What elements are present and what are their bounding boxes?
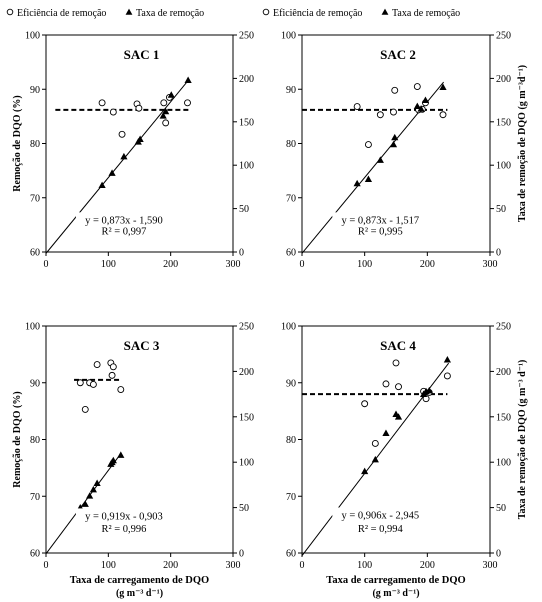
y-left-tick-label: 60 (30, 548, 40, 560)
y-left-tick-label: 80 (30, 139, 40, 150)
y-left-tick-label: 100 (281, 30, 296, 42)
y-right-tick-label: 150 (239, 412, 254, 424)
y-right-tick-label: 250 (239, 321, 254, 333)
efficiency-point (110, 364, 116, 370)
chart-title: SAC 3 (123, 338, 160, 353)
removal-rate-point (185, 77, 192, 83)
efficiency-point (94, 362, 100, 368)
removal-rate-point (117, 451, 124, 457)
efficiency-point (110, 109, 116, 115)
r-squared: R² = 0,996 (101, 524, 147, 536)
removal-rate-point (86, 492, 93, 498)
y-left-tick-label: 80 (286, 139, 296, 150)
x-tick-label: 100 (357, 560, 373, 571)
legend-rate-marker (382, 9, 389, 15)
x-axis-label: Taxa de carregamento de DQO (326, 575, 466, 586)
x-tick-label: 300 (225, 560, 241, 571)
y-left-tick-label: 80 (30, 435, 40, 446)
removal-rate-point (444, 356, 451, 362)
efficiency-point (163, 120, 169, 126)
r-squared: R² = 0,997 (101, 226, 147, 238)
efficiency-point (82, 406, 88, 412)
y-left-tick-label: 80 (286, 435, 296, 446)
efficiency-point (393, 360, 399, 366)
y-right-tick-label: 100 (496, 160, 511, 172)
efficiency-point (119, 131, 125, 137)
y-left-tick-label: 60 (286, 247, 296, 259)
efficiency-point (392, 87, 398, 93)
trend-equation: y = 0,906x - 2,945 (341, 510, 420, 522)
y-right-tick-label: 100 (239, 457, 254, 469)
y-left-tick-label: 70 (30, 193, 40, 205)
efficiency-point (362, 401, 368, 407)
y-left-tick-label: 90 (30, 84, 40, 96)
y-right-tick-label: 200 (239, 366, 254, 378)
legend-entry: Taxa de remoção (136, 8, 205, 19)
x-tick-label: 200 (419, 560, 435, 571)
x-tick-label: 200 (419, 259, 435, 270)
y-left-axis-label: Remoção de DQO (%) (12, 391, 23, 488)
x-tick-label: 0 (43, 259, 49, 270)
y-right-tick-label: 150 (239, 117, 254, 129)
removal-rate-point (422, 97, 429, 103)
efficiency-point (354, 104, 360, 110)
legend-entry: Eficiência de remoção (273, 8, 363, 19)
chart-panel-2 (263, 8, 528, 270)
x-tick-label: 100 (357, 259, 373, 270)
y-right-tick-label: 200 (239, 73, 254, 85)
x-tick-label: 200 (163, 560, 179, 571)
y-left-tick-label: 70 (286, 193, 296, 205)
y-right-tick-label: 100 (496, 457, 511, 469)
efficiency-point (161, 100, 167, 106)
y-right-tick-label: 0 (496, 247, 501, 259)
efficiency-point (377, 112, 383, 118)
efficiency-point (90, 381, 96, 387)
removal-rate-point (382, 430, 389, 436)
legend-efficiency-marker (7, 9, 13, 15)
legend-entry: Eficiência de remoção (17, 8, 107, 19)
chart-title: SAC 4 (380, 338, 416, 353)
removal-rate-point (390, 141, 397, 147)
x-tick-label: 200 (163, 259, 179, 270)
removal-rate-point (377, 156, 384, 162)
y-left-tick-label: 100 (25, 30, 40, 42)
efficiency-point (184, 100, 190, 106)
efficiency-point (118, 387, 124, 393)
x-tick-label: 0 (299, 259, 305, 270)
y-left-tick-label: 100 (25, 321, 40, 333)
y-right-tick-label: 50 (496, 204, 506, 216)
efficiency-point (77, 380, 83, 386)
y-left-tick-label: 90 (286, 84, 296, 96)
y-right-axis-label: Taxa de remoção de DQO (g m⁻³ d⁻¹) (517, 359, 528, 520)
x-tick-label: 300 (482, 560, 498, 571)
y-right-tick-label: 0 (239, 548, 244, 560)
legend-entry: Taxa de remoção (392, 8, 461, 19)
y-left-tick-label: 70 (30, 491, 40, 503)
efficiency-point (365, 142, 371, 148)
x-tick-label: 0 (43, 560, 49, 571)
y-left-tick-label: 70 (286, 491, 296, 503)
y-right-tick-label: 200 (496, 73, 511, 85)
y-left-axis-label: Remoção de DQO (%) (12, 95, 23, 192)
y-left-tick-label: 100 (281, 321, 296, 333)
efficiency-point (390, 109, 396, 115)
y-right-tick-label: 150 (496, 117, 511, 129)
y-right-tick-label: 50 (239, 503, 249, 515)
x-axis-unit: (g m⁻³ d⁻¹) (115, 588, 164, 599)
efficiency-point (444, 373, 450, 379)
y-left-tick-label: 90 (30, 378, 40, 390)
r-squared: R² = 0,994 (357, 524, 403, 536)
x-axis-unit: (g m⁻³ d⁻¹) (372, 588, 420, 599)
x-tick-label: 0 (299, 560, 305, 571)
efficiency-point (372, 440, 378, 446)
trend-equation: y = 0,919x - 0,903 (85, 511, 163, 523)
efficiency-point (383, 381, 389, 387)
y-right-tick-label: 100 (239, 160, 254, 172)
y-right-tick-label: 50 (239, 204, 249, 216)
efficiency-point (396, 384, 402, 390)
y-right-tick-label: 0 (239, 247, 244, 259)
trend-equation: y = 0,873x - 1,590 (85, 215, 163, 227)
x-tick-label: 300 (482, 259, 498, 270)
y-right-tick-label: 0 (496, 548, 501, 560)
legend-efficiency-marker (263, 9, 269, 15)
x-axis-label: Taxa de carregamento de DQO (69, 575, 210, 586)
y-right-tick-label: 200 (496, 366, 511, 378)
y-right-tick-label: 250 (496, 321, 511, 333)
efficiency-point (440, 112, 446, 118)
chart-title: SAC 1 (123, 47, 160, 62)
y-right-tick-label: 250 (239, 30, 254, 42)
x-tick-label: 100 (100, 560, 116, 571)
y-right-tick-label: 150 (496, 412, 511, 424)
removal-rate-point (439, 83, 446, 89)
removal-rate-point (391, 134, 398, 140)
efficiency-point (414, 84, 420, 90)
efficiency-point (136, 105, 142, 111)
chart-panel-4 (281, 322, 528, 600)
y-left-tick-label: 60 (286, 548, 296, 560)
chart-panel-1 (7, 8, 254, 270)
y-left-tick-label: 60 (30, 247, 40, 259)
efficiency-point (99, 100, 105, 106)
x-tick-label: 100 (100, 259, 116, 270)
y-right-axis-label: Taxa de remoção de DQO (g m⁻³d⁻¹) (517, 64, 528, 223)
removal-rate-point (82, 500, 89, 506)
y-right-tick-label: 250 (496, 30, 511, 42)
x-tick-label: 300 (225, 259, 241, 270)
chart-title: SAC 2 (380, 47, 416, 62)
legend-rate-marker (126, 9, 133, 15)
r-squared: R² = 0,995 (357, 226, 403, 238)
trend-equation: y = 0,873x - 1,517 (341, 215, 420, 227)
y-right-tick-label: 50 (496, 503, 506, 515)
efficiency-point (109, 372, 115, 378)
y-left-tick-label: 90 (286, 378, 296, 390)
chart-panel-3 (12, 322, 254, 600)
